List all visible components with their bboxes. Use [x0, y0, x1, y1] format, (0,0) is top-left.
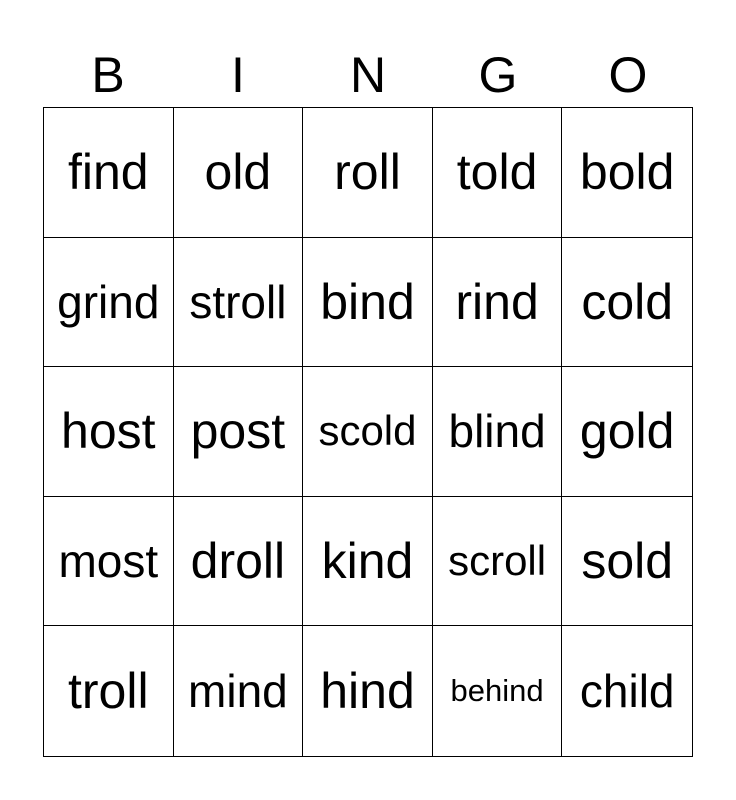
bingo-cell[interactable]: bold	[562, 108, 692, 238]
bingo-cell[interactable]: behind	[433, 626, 563, 756]
bingo-cell[interactable]: stroll	[174, 238, 304, 368]
bingo-header	[43, 44, 693, 106]
bingo-cell[interactable]: kind	[303, 497, 433, 627]
bingo-cell[interactable]: find	[44, 108, 174, 238]
bingo-cell[interactable]: blind	[433, 367, 563, 497]
bingo-cell[interactable]: scroll	[433, 497, 563, 627]
bingo-cell[interactable]: troll	[44, 626, 174, 756]
bingo-cell[interactable]: rind	[433, 238, 563, 368]
bingo-cell[interactable]: most	[44, 497, 174, 627]
bingo-cell[interactable]: told	[433, 108, 563, 238]
bingo-cell[interactable]: cold	[562, 238, 692, 368]
bingo-cell[interactable]: host	[44, 367, 174, 497]
bingo-board	[43, 107, 693, 757]
bingo-cell[interactable]: sold	[562, 497, 692, 627]
bingo-cell[interactable]: post	[174, 367, 304, 497]
header-letter-g: G	[478, 47, 518, 103]
bingo-cell[interactable]: hind	[303, 626, 433, 756]
bingo-cell[interactable]: droll	[174, 497, 304, 627]
bingo-cell[interactable]: child	[579, 665, 675, 718]
header-letter-b: B	[91, 47, 125, 103]
bingo-cell[interactable]: mind	[174, 626, 304, 756]
bingo-cell[interactable]: scold	[303, 367, 433, 497]
bingo-cell[interactable]: grind	[44, 238, 174, 368]
bingo-cell[interactable]: old	[174, 108, 304, 238]
bingo-cell[interactable]: roll	[303, 108, 433, 238]
header-letter-i: I	[231, 47, 245, 103]
bingo-cell[interactable]: gold	[562, 367, 692, 497]
header-letter-o: O	[608, 47, 648, 103]
header-letter-n: N	[349, 47, 387, 103]
bingo-cell[interactable]: bind	[303, 238, 433, 368]
